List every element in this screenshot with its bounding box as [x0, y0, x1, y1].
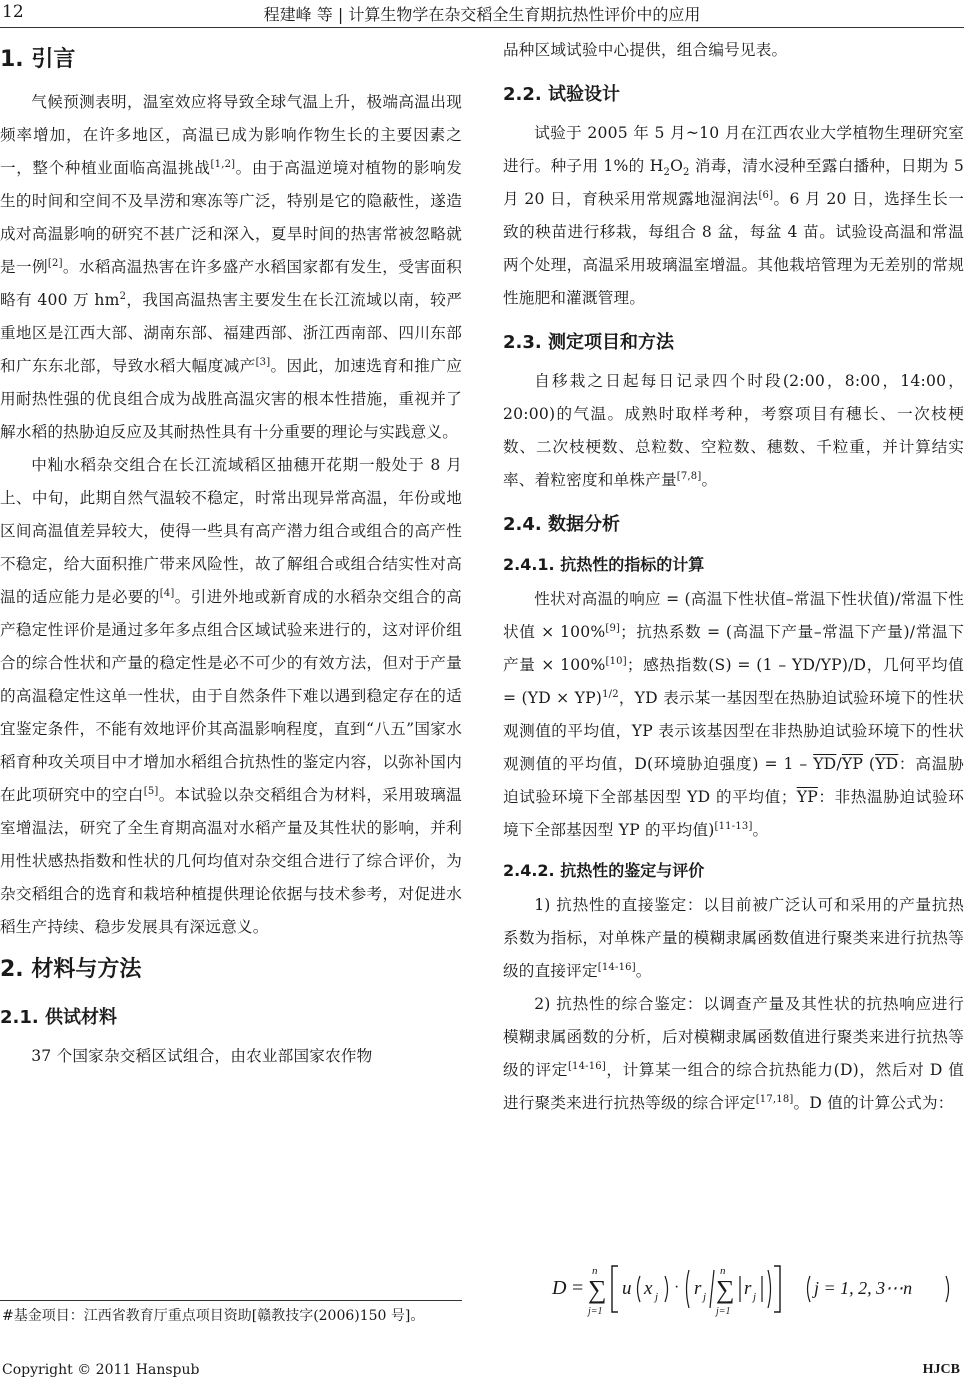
formula-paren2-left — [687, 1270, 690, 1308]
formula-r2-sub: j — [753, 1291, 757, 1303]
formula-equals: = — [572, 1277, 584, 1299]
index-paragraph: 性状对高温的响应 = (高温下性状值–常温下性状值)/常温下性状值 × 100%[9]；抗热系数 = (高温下产量–常温下产量)/常温下产量 × 100%[10]；感热指数(S) = (1 – YD/YP)/D，几何平均值 = (YD × YP)$^{1/2}$，YD 表示某一基因型在热胁迫试验环境下的性状观测值的平均值，YP 表示该基因型在非热胁迫试验环境下的性状观测值的平均值，D(环境胁迫强度) = $1 - \overline{YD}/\overline{YP}$ ($\overline{YD}$：高温胁迫试验环境下全部基因型 YD 的平均值；$\overline{YP}$：非热温胁迫试验环境下全部基因型 YP 的平均值)[11-13]。 — [503, 590, 964, 839]
design-paragraph: 试验于 2005 年 5 月~10 月在江西农业大学植物生理研究室进行。种子用 1%的 $H_2O_2$ 消毒，清水浸种至露白播种，日期为 5 月 20 日，育秧采用常规露地湿润法[6]。6 月 20 日，选择生长一致的秧苗进行移栽，每组合 8 盆，每盆 4 苗。试验设高温和常温两个处理，高温采用玻璃温室增温。其他栽培管理为无差别的常规性施肥和灌溉管理。 — [503, 124, 964, 307]
formula-sum-top: n — [592, 1265, 598, 1277]
copyright: Copyright © 2011 Hanspub — [2, 1362, 200, 1378]
formula-slash — [710, 1270, 714, 1308]
formula-x-sub: j — [655, 1291, 659, 1303]
formula-r2: r — [744, 1278, 752, 1299]
materials-paragraph: 37 个国家杂交稻区试组合，由农业部国家农作物 — [31, 1047, 373, 1065]
header-rule — [0, 27, 964, 28]
left-column — [0, 34, 462, 1073]
formula-bracket-left — [612, 1266, 618, 1312]
section-2-4-1-heading: 2.4.1. 抗热性的指标的计算 — [503, 555, 705, 574]
formula-dot: · — [674, 1279, 680, 1296]
intro-paragraph-1: 气候预测表明，温室效应将导致全球气温上升，极端高温出现频率增加，在许多地区，高温已成为影响作物生长的主要因素之一，整个种植业面临高温挑战[1,2]。由于高温逆境对植物的影响发生的时间和空间不及旱涝和寒冻等广泛，特别是它的隐蔽性，遂造成对高温影响的研究不甚广泛和深入，夏旱时间的热害常被忽略就是一例[2]。水稻高温热害在许多盛产水稻国家都有发生，受害面积略有 400 万 $hm^2$，我国高温热害主要发生在长江流域以南，较严重地区是江西大部、湖南东部、福建西部、浙江西南部、四川东部和广东东北部，导致水稻大幅度减产[3]。因此，加速选育和推广应用耐热性强的优良组合成为战胜高温灾害的根本性措施，重视并了解水稻的热胁迫反应及其耐热性具有十分重要的理论与实践意义。 — [0, 93, 463, 441]
measurement-paragraph: 自移栽之日起每日记录四个时段(2:00，8:00，14:00，20:00)的气温。成熟时取样考种，考察项目有穗长、一次枝梗数、二次枝梗数、总粒数、空粒数、穗数、千粒重，并计算结实率、着粒密度和单株产量[7,8]。 — [503, 372, 964, 489]
formula-paren-left — [638, 1276, 641, 1302]
formula-sum-bottom: j=1 — [588, 1306, 603, 1317]
formula-D: D — [552, 1277, 567, 1299]
running-header — [0, 0, 964, 30]
formula-range: j = 1, 2, 3⋯n — [814, 1278, 913, 1298]
page-number: 12 — [2, 2, 24, 22]
footnote: #基金项目：江西省教育厅重点项目资助[赣教技字(2006)150 号]。 — [2, 1308, 425, 1324]
section-2-2-heading: 2.2. 试验设计 — [503, 84, 620, 105]
formula-u: u — [622, 1278, 632, 1299]
section-1-heading: 1. 引言 — [0, 47, 76, 72]
section-2-3-heading: 2.3. 测定项目和方法 — [503, 332, 674, 353]
footnote-rule — [0, 1300, 462, 1301]
section-2-4-heading: 2.4. 数据分析 — [503, 514, 620, 535]
formula-paren2-right — [768, 1270, 771, 1308]
direct-evaluation-paragraph: 1) 抗热性的直接鉴定：以目前被广泛认可和采用的产量抗热系数为指标，对单株产量的模糊隶属函数值进行聚类来进行抗热等级的直接评定[14-16]。 — [503, 896, 964, 980]
formula-x: x — [644, 1278, 653, 1299]
intro-paragraph-2: 中籼水稻杂交组合在长江流域稻区抽穗开花期一般处于 8 月上、中旬，此期自然气温较不稳定，时常出现异常高温，年份或地区间高温值差异较大，使得一些具有高产潜力组合或组合的高产性不稳定，给大面积推广带来风险性，故了解组合或组合结实性对高温的适应能力是必要的[4]。引进外地或新育成的水稻杂交组合的高产稳定性评价是通过多年多点组合区域试验来进行的，这对评价组合的综合性状和产量的稳定性是必不可少的有效方法，但对于产量的高温稳定性这单一性状，由于自然条件下难以遇到稳定存在的适宜鉴定条件，不能有效地评价其高温影响程度，直到“八五”国家水稻育种攻关项目中才增加水稻组合抗热性的鉴定内容，以弥补国内在此项研究中的空白[5]。本试验以杂交稻组合为材料，采用玻璃温室增温法，研究了全生育期高温对水稻产量及其性状的影响，并利用性状感热指数和性状的几何均值对杂交组合进行了综合评价，为杂交稻组合的选育和栽培种植提供理论依据与技术参考，对促进水稻生产持续、稳步发展具有深远意义。 — [0, 456, 462, 936]
formula-paren-right — [665, 1276, 668, 1302]
page-footer — [0, 1360, 964, 1384]
formula-sigma: ∑ — [588, 1275, 607, 1304]
formula-bracket-right — [774, 1266, 780, 1312]
formula-sum2-bottom: j=1 — [716, 1306, 731, 1317]
formula-range-paren-right — [946, 1276, 949, 1302]
section-2-heading: 2. 材料与方法 — [0, 957, 142, 982]
comprehensive-evaluation-paragraph: 2) 抗热性的综合鉴定：以调查产量及其性状的抗热响应进行模糊隶属函数的分析，后对模糊隶属函数值进行聚类来进行抗热等级的评定[14-16]，计算某一组合的综合抗热能力(D)，然后对 D 值进行聚类来进行抗热等级的综合评定[17,18]。D 值的计算公式为： — [503, 995, 964, 1112]
formula-sigma-2: ∑ — [716, 1275, 735, 1304]
section-2-1-heading: 2.1. 供试材料 — [0, 1007, 117, 1028]
section-2-4-2-heading: 2.4.2. 抗热性的鉴定与评价 — [503, 861, 705, 880]
formula-r: r — [694, 1278, 702, 1299]
materials-continuation: 品种区域试验中心提供，组合编号见表。 — [503, 41, 788, 59]
journal-code: HJCB — [922, 1362, 960, 1377]
right-column-body — [503, 34, 964, 1120]
formula-sum2-top: n — [720, 1265, 726, 1277]
formula-range-paren-left — [808, 1276, 811, 1302]
running-title: 程建峰 等 | 计算生物学在杂交稻全生育期抗热性评价中的应用 — [263, 5, 701, 24]
d-value-formula — [548, 1260, 958, 1320]
formula-r-sub: j — [703, 1291, 707, 1303]
